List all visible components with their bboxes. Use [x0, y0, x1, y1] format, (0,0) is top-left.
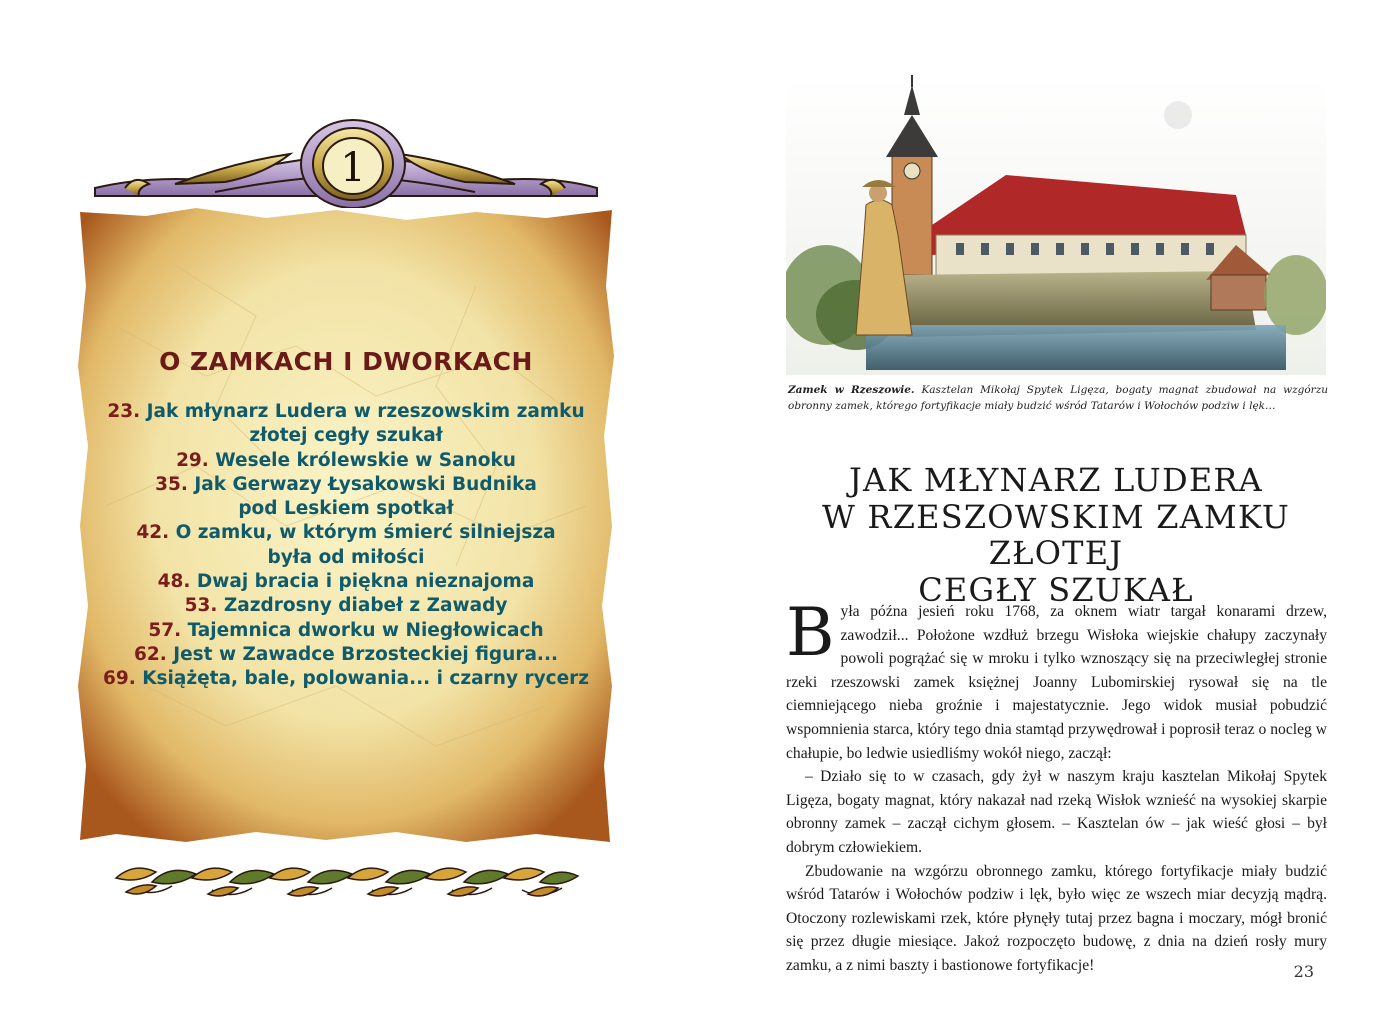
toc-item[interactable]	[96, 521, 596, 545]
paragraph: Zbudowanie na wzgórzu obronnego zamku, którego fortyfikacje miały budzić wśród Tatarów i Wołochów podziw i lęk, było więc ze wszech miar decyzją mądrą. Otoczony rozlewiskami rzek, które płynęły tutaj przez bagna i moczary, mógł bronić się przez długie miesiące. Jakoż rozpoczęto budowę, z dnia na dzień rosły mury zamku, a z nimi baszty i bastionowe fortyfikacje!	[786, 862, 1327, 974]
toc-page-number: 23.	[107, 401, 141, 422]
toc-page-number: 57.	[148, 619, 182, 641]
toc-page-number: 69.	[102, 668, 136, 690]
toc-page-number: 53.	[184, 595, 218, 617]
chapter-number: 1	[340, 145, 366, 191]
right-page	[700, 0, 1400, 1018]
toc-item-title: Książęta, bale, polowania... i czarny rycerz	[142, 668, 590, 690]
caption-title: Zamek w Rzeszowie.	[788, 384, 915, 396]
paragraph: – Działo się to w czasach, gdy żył w naszym kraju kasztelan Mikołaj Spytek Ligęza, bogaty magnat, który nakazał nad rzeką Wisłok wznieść na wysokiej skarpie obronny zamek – zaczął cichym głosem. – Kasztelan ów – jak wieść głosi – był dobrym człowiekiem.	[786, 768, 1327, 856]
castle-illustration	[786, 75, 1326, 375]
story-title-line: W RZESZOWSKIM ZAMKU ZŁOTEJ	[821, 497, 1291, 572]
toc-item-title: Tajemnica dworku w Niegłowicach	[187, 619, 544, 641]
toc-item-title: Dwaj bracia i piękna nieznajoma	[196, 571, 535, 593]
leaf-garland-ornament	[112, 852, 582, 900]
paragraph	[786, 594, 1327, 765]
toc-page-number: 48.	[157, 571, 191, 593]
story-title-line: JAK MŁYNARZ LUDERA	[849, 461, 1263, 499]
toc-item-title: Zazdrosny diabeł z Zawady	[223, 595, 508, 617]
toc-item-title: Jak Gerwazy Łysakowski Budnika	[194, 473, 537, 495]
toc-item[interactable]	[96, 667, 596, 691]
toc-page-number: 42.	[136, 522, 170, 544]
toc-page-number: 29.	[176, 449, 209, 471]
page-number: 23	[1293, 962, 1314, 981]
toc-item-continuation[interactable]: złotej cegły szukał	[249, 425, 443, 447]
toc-item-continuation[interactable]: pod Leskiem spotkał	[238, 498, 454, 520]
toc-item-title: O zamku, w którym śmierć silniejsza	[175, 522, 556, 544]
caption-text: Kasztelan Mikołaj Spytek Ligęza, bogaty magnat zbudował na wzgórzu obronny zamek, którego fortyfikacje miały budzić wśród Tatarów i Wołochów podziw i lęk…	[788, 384, 1328, 412]
toc-title: O ZAMKACH I DWORKACH	[159, 347, 533, 376]
table-of-contents	[96, 400, 596, 692]
illustration-caption	[788, 382, 1328, 414]
toc-item[interactable]	[96, 643, 596, 667]
story-title-line: CEGŁY SZUKAŁ	[918, 570, 1194, 609]
toc-item[interactable]	[96, 473, 596, 497]
toc-item-title: Jak młynarz Ludera w rzeszowskim zamku	[146, 401, 585, 422]
toc-item-title: Jest w Zawadce Brzosteckiej figura...	[173, 643, 559, 665]
toc-item[interactable]	[96, 594, 596, 618]
toc-item-title: Wesele królewskie w Sanoku	[215, 449, 516, 471]
toc-item[interactable]	[96, 570, 596, 594]
toc-page-number: 35.	[155, 473, 188, 495]
story-body	[786, 594, 1327, 978]
toc-item[interactable]	[96, 449, 596, 473]
paragraph-text: yła późna jesień roku 1768, za oknem wiatr targał konarami drzew, zawodził... Położone wzdłuż brzegu Wisłoka wiejskie chałupy zaczynały powoli pogrążać się w mroku i tylko wznoszący się na przeciwległej stronie rzeki rzeszowski zamek księżnej Joanny Lubomirskiej rysował się na tle ciemniejącego nieba groźnie i majestatycznie. Jego widok musiał pobudzić wspomnienia starca, który tego dnia stamtąd przywędrował i poprosił teraz o nocleg w chałupie, bo ledwie usiedliśmy wokół niego, zaczął:	[786, 603, 1327, 762]
toc-page-number: 62.	[133, 643, 167, 665]
toc-item[interactable]	[96, 619, 596, 643]
drop-cap: B	[786, 594, 835, 671]
story-title	[786, 462, 1326, 608]
toc-item-continuation[interactable]: była od miłości	[267, 546, 425, 568]
toc-item[interactable]	[96, 400, 596, 424]
